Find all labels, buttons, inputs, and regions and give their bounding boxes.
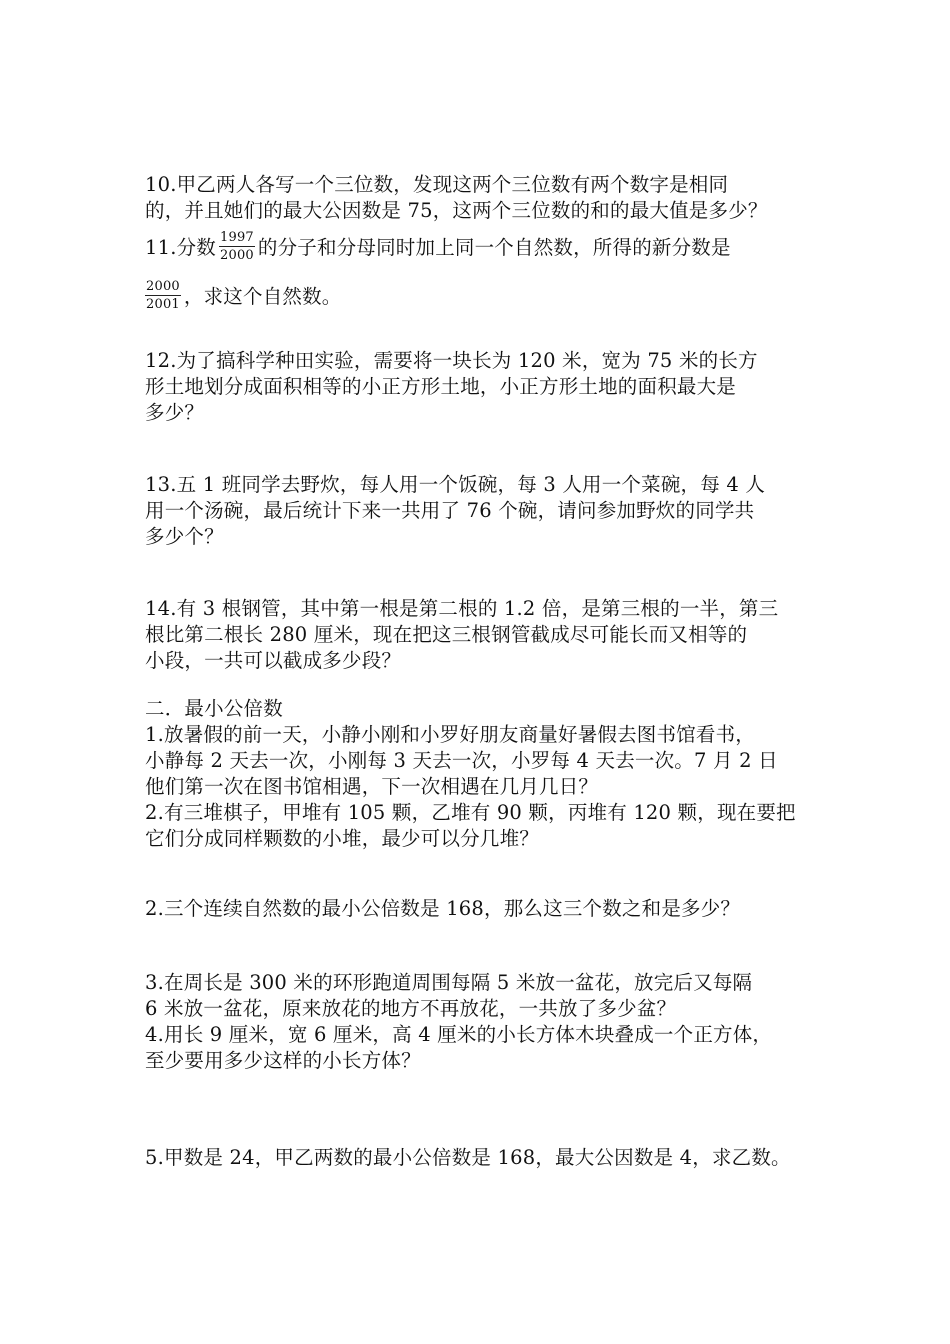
section-2-question-1-line-2: 小静每 2 天去一次，小刚每 3 天去一次，小罗每 4 天去一次。7 月 2 日 xyxy=(145,749,778,772)
section-2-question-3-line-2: 6 米放一盆花，原来放花的地方不再放花，一共放了多少盆？ xyxy=(145,997,677,1020)
section-2-question-2b-line-1: 2.三个连续自然数的最小公倍数是 168，那么这三个数之和是多少？ xyxy=(145,897,741,920)
section-2-question-2a-line-1: 2.有三堆棋子，甲堆有 105 颗，乙堆有 90 颗，丙堆有 120 颗，现在要把 xyxy=(145,801,796,824)
question-11-prefix: 11.分数 xyxy=(145,236,217,259)
fraction-2-numerator: 2000 xyxy=(146,279,180,294)
section-2-question-2b xyxy=(145,896,825,922)
question-13-line-1: 13.五 1 班同学去野炊，每人用一个饭碗，每 3 人用一个菜碗，每 4 人 xyxy=(145,473,766,496)
question-12-line-2: 形土地划分成面积相等的小正方形土地，小正方形土地的面积最大是 xyxy=(145,375,737,398)
fraction-2-denominator: 2001 xyxy=(146,297,180,312)
question-13 xyxy=(145,472,825,550)
section-2 xyxy=(145,696,825,852)
question-13-line-3: 多少个？ xyxy=(145,525,224,548)
section-2-questions-3-4 xyxy=(145,970,825,1074)
question-14-line-3: 小段，一共可以截成多少段？ xyxy=(145,649,402,672)
section-2-question-5 xyxy=(145,1145,825,1171)
section-2-question-4-line-1: 4.用长 9 厘米，宽 6 厘米，高 4 厘米的小长方体木块叠成一个正方体， xyxy=(145,1023,773,1046)
question-12-line-1: 12.为了搞科学种田实验，需要将一块长为 120 米，宽为 75 米的长方 xyxy=(145,349,758,372)
fraction-2000-2001 xyxy=(145,279,181,312)
question-14-line-1: 14.有 3 根钢管，其中第一根是第二根的 1.2 倍，是第三根的一半，第三 xyxy=(145,597,779,620)
question-11-line-2 xyxy=(145,281,825,314)
question-10-line-1: 10.甲乙两人各写一个三位数，发现这两个三位数有两个数字是相同 xyxy=(145,173,729,196)
fraction-1997-2000 xyxy=(219,230,255,263)
question-13-line-2: 用一个汤碗，最后统计下来一共用了 76 个碗，请问参加野炊的同学共 xyxy=(145,499,755,522)
question-11-line-1 xyxy=(145,232,825,265)
question-11-suffix: ，求这个自然数。 xyxy=(183,285,342,308)
fraction-1-denominator: 2000 xyxy=(220,248,254,263)
question-10 xyxy=(145,172,825,224)
question-14 xyxy=(145,596,825,674)
section-2-heading: 二．最小公倍数 xyxy=(145,697,283,720)
section-2-question-2a-line-2: 它们分成同样颗数的小堆，最少可以分几堆？ xyxy=(145,827,540,850)
question-11-continued xyxy=(145,281,825,314)
section-2-question-1-line-1: 1.放暑假的前一天，小静小刚和小罗好朋友商量好暑假去图书馆看书， xyxy=(145,723,756,746)
question-11 xyxy=(145,232,825,265)
question-12-line-3: 多少？ xyxy=(145,401,205,424)
question-12 xyxy=(145,348,825,426)
section-2-question-5-line-1: 5.甲数是 24，甲乙两数的最小公倍数是 168，最大公因数是 4，求乙数。 xyxy=(145,1146,791,1169)
question-14-line-2: 根比第二根长 280 厘米，现在把这三根钢管截成尽可能长而又相等的 xyxy=(145,623,748,646)
section-2-question-3-line-1: 3.在周长是 300 米的环形跑道周围每隔 5 米放一盆花，放完后又每隔 xyxy=(145,971,753,994)
section-2-question-1-line-3: 他们第一次在图书馆相遇，下一次相遇在几月几日？ xyxy=(145,775,599,798)
section-2-question-4-line-2: 至少要用多少这样的小长方体？ xyxy=(145,1049,421,1072)
question-10-line-2: 的，并且她们的最大公因数是 75，这两个三位数的和的最大值是多少？ xyxy=(145,199,768,222)
question-11-middle: 的分子和分母同时加上同一个自然数，所得的新分数是 xyxy=(257,236,731,259)
fraction-1-numerator: 1997 xyxy=(220,230,254,245)
